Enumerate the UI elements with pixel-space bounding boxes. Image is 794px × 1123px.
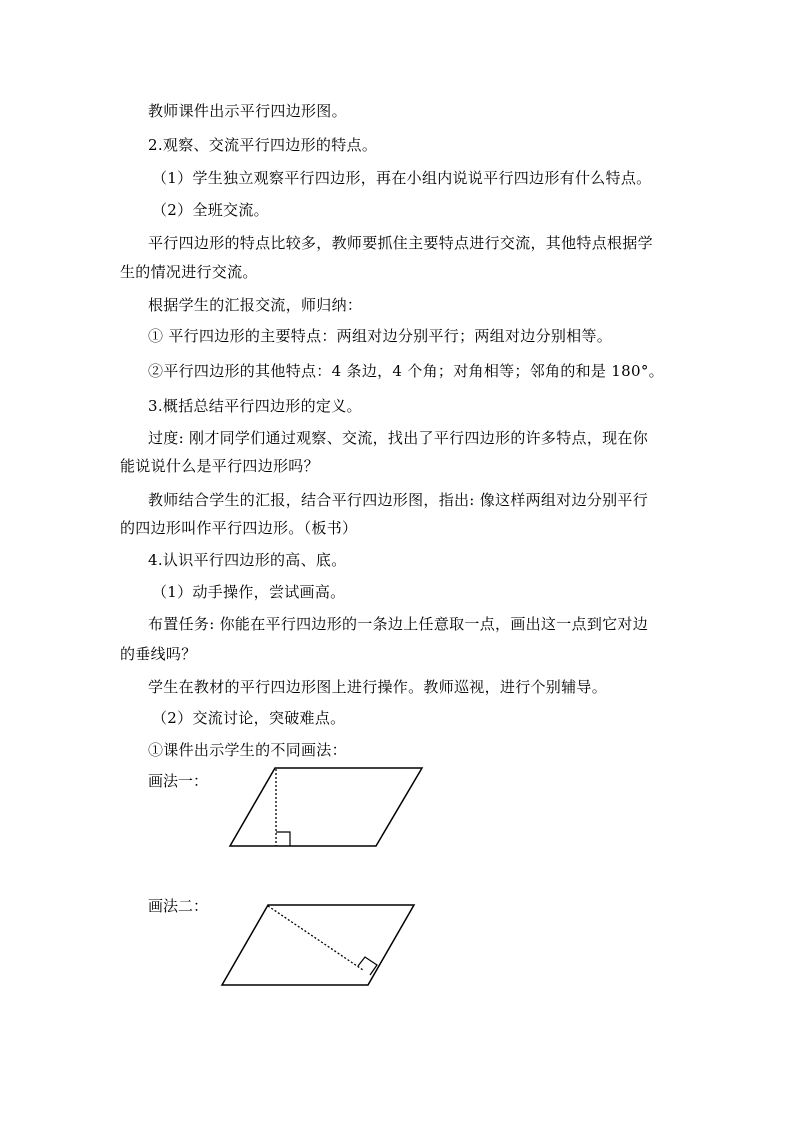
paragraph-line: 布置任务: 你能在平行四边形的一条边上任意取一点，画出这一点到它对边 <box>148 615 649 633</box>
paragraph-line: 的垂线吗？ <box>120 645 197 663</box>
paragraph-line: 的四边形叫作平行四边形。（板书） <box>120 519 358 537</box>
paragraph-line: 学生在教材的平行四边形图上进行操作。教师巡视，进行个别辅导。 <box>148 678 608 696</box>
paragraph-line: 能说说什么是平行四边形吗？ <box>120 457 319 475</box>
right-angle-mark-1 <box>276 832 290 846</box>
paragraph-line: 教师课件出示平行四边形图。 <box>148 102 347 120</box>
parallelogram-2 <box>222 905 414 985</box>
paragraph-line: ①课件出示学生的不同画法： <box>148 741 347 759</box>
paragraph-line: （2）全班交流。 <box>152 201 269 219</box>
paragraph-line: 过度: 刚才同学们通过观察、交流，找出了平行四边形的许多特点，现在你 <box>148 429 649 447</box>
method2-label: 画法二： <box>148 897 209 915</box>
height-line-2 <box>268 906 363 970</box>
paragraph-line: 生的情况进行交流。 <box>120 263 258 281</box>
parallelogram-1 <box>230 768 422 846</box>
figure-method2 <box>222 905 414 985</box>
method1-label: 画法一： <box>148 772 209 790</box>
section-heading: 3.概括总结平行四边形的定义。 <box>148 397 362 415</box>
figure-method1 <box>230 768 422 846</box>
paragraph-line: 教师结合学生的汇报，结合平行四边形图，指出: 像这样两组对边分别平行 <box>148 491 649 509</box>
paragraph-line: ②平行四边形的其他特点：4 条边，4 个角；对角相等；邻角的和是 180°。 <box>148 362 664 380</box>
paragraph-line: ① 平行四边形的主要特点：两组对边分别平行；两组对边分别相等。 <box>148 327 613 345</box>
section-heading: 2.观察、交流平行四边形的特点。 <box>148 136 378 154</box>
right-angle-mark-2 <box>358 957 377 975</box>
section-heading: 4.认识平行四边形的高、底。 <box>148 551 347 569</box>
paragraph-line: （1）学生独立观察平行四边形，再在小组内说说平行四边形有什么特点。 <box>152 169 652 187</box>
paragraph-line: 平行四边形的特点比较多，教师要抓住主要特点进行交流，其他特点根据学 <box>148 234 653 252</box>
paragraph-line: 根据学生的汇报交流，师归纳： <box>148 296 363 314</box>
paragraph-line: （1）动手操作，尝试画高。 <box>152 583 346 601</box>
paragraph-line: （2）交流讨论，突破难点。 <box>152 709 346 727</box>
